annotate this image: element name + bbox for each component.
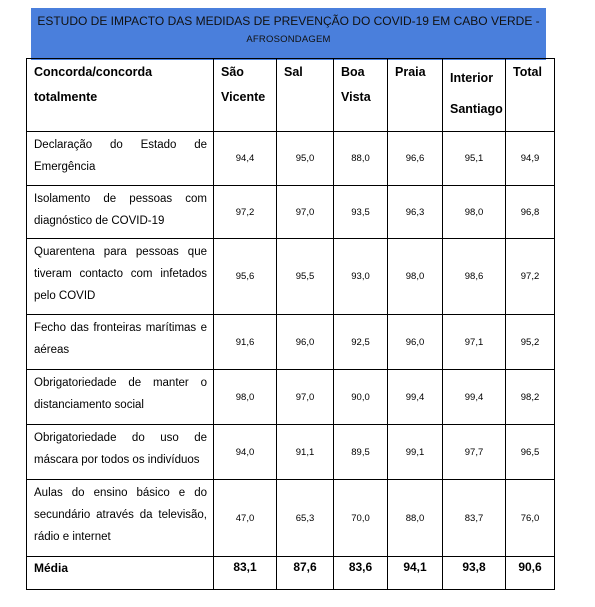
report-subtitle: AFROSONDAGEM — [246, 34, 331, 45]
column-header-praia: Praia — [388, 59, 443, 132]
total-row — [27, 557, 555, 590]
row-label: Obrigatoriedade do uso de máscara por todos os indivíduos — [27, 425, 214, 480]
cell-value: 47,0 — [214, 480, 277, 557]
cell-value: 88,0 — [388, 480, 443, 557]
column-header-total: Total — [506, 59, 555, 132]
column-header-sal: Sal — [277, 59, 334, 132]
total-value: 90,6 — [506, 557, 555, 590]
cell-value: 98,2 — [506, 370, 555, 425]
cell-value: 93,5 — [334, 186, 388, 239]
total-value: 87,6 — [277, 557, 334, 590]
cell-value: 92,5 — [334, 315, 388, 370]
column-header-sao-vicente: São Vicente — [214, 59, 277, 132]
total-row-label: Média — [27, 557, 214, 590]
cell-value: 96,6 — [388, 132, 443, 186]
table-row — [27, 425, 555, 480]
row-label: Isolamento de pessoas com diagnóstico de COVID-19 — [27, 186, 214, 239]
report-title-banner — [31, 8, 546, 60]
cell-value: 95,5 — [277, 239, 334, 315]
column-header-boa-vista: Boa Vista — [334, 59, 388, 132]
cell-value: 99,4 — [388, 370, 443, 425]
cell-value: 98,0 — [214, 370, 277, 425]
cell-value: 97,2 — [214, 186, 277, 239]
table-row — [27, 186, 555, 239]
cell-value: 96,3 — [388, 186, 443, 239]
results-table — [26, 58, 555, 590]
table-header-row — [27, 59, 555, 132]
cell-value: 96,0 — [388, 315, 443, 370]
report-title: ESTUDO DE IMPACTO DAS MEDIDAS DE PREVENÇÃO DO COVID-19 EM CABO VERDE - — [37, 14, 540, 28]
cell-value: 97,7 — [443, 425, 506, 480]
cell-value: 88,0 — [334, 132, 388, 186]
cell-value: 99,4 — [443, 370, 506, 425]
row-label: Fecho das fronteiras marítimas e aéreas — [27, 315, 214, 370]
cell-value: 97,2 — [506, 239, 555, 315]
cell-value: 94,0 — [214, 425, 277, 480]
cell-value: 91,6 — [214, 315, 277, 370]
cell-value: 96,0 — [277, 315, 334, 370]
row-label: Declaração do Estado de Emergência — [27, 132, 214, 186]
total-value: 83,6 — [334, 557, 388, 590]
cell-value: 98,0 — [388, 239, 443, 315]
cell-value: 83,7 — [443, 480, 506, 557]
cell-value: 70,0 — [334, 480, 388, 557]
cell-value: 91,1 — [277, 425, 334, 480]
cell-value: 76,0 — [506, 480, 555, 557]
cell-value: 89,5 — [334, 425, 388, 480]
cell-value: 98,6 — [443, 239, 506, 315]
table-row — [27, 132, 555, 186]
row-label: Aulas do ensino básico e do secundário através da televisão, rádio e internet — [27, 480, 214, 557]
column-header-interior-santiago: Interior Santiago — [443, 59, 506, 132]
cell-value: 95,0 — [277, 132, 334, 186]
cell-value: 94,9 — [506, 132, 555, 186]
row-label: Obrigatoriedade de manter o distanciamento social — [27, 370, 214, 425]
cell-value: 93,0 — [334, 239, 388, 315]
total-value: 94,1 — [388, 557, 443, 590]
cell-value: 97,0 — [277, 370, 334, 425]
cell-value: 65,3 — [277, 480, 334, 557]
cell-value: 95,6 — [214, 239, 277, 315]
cell-value: 97,1 — [443, 315, 506, 370]
cell-value: 95,2 — [506, 315, 555, 370]
table-row — [27, 370, 555, 425]
cell-value: 97,0 — [277, 186, 334, 239]
cell-value: 90,0 — [334, 370, 388, 425]
row-label: Quarentena para pessoas que tiveram contacto com infetados pelo COVID — [27, 239, 214, 315]
table-row — [27, 315, 555, 370]
cell-value: 95,1 — [443, 132, 506, 186]
cell-value: 94,4 — [214, 132, 277, 186]
cell-value: 99,1 — [388, 425, 443, 480]
table-row — [27, 239, 555, 315]
total-value: 83,1 — [214, 557, 277, 590]
column-header-agreement: Concorda/concorda totalmente — [27, 59, 214, 132]
cell-value: 96,5 — [506, 425, 555, 480]
table-row — [27, 480, 555, 557]
cell-value: 98,0 — [443, 186, 506, 239]
cell-value: 96,8 — [506, 186, 555, 239]
total-value: 93,8 — [443, 557, 506, 590]
